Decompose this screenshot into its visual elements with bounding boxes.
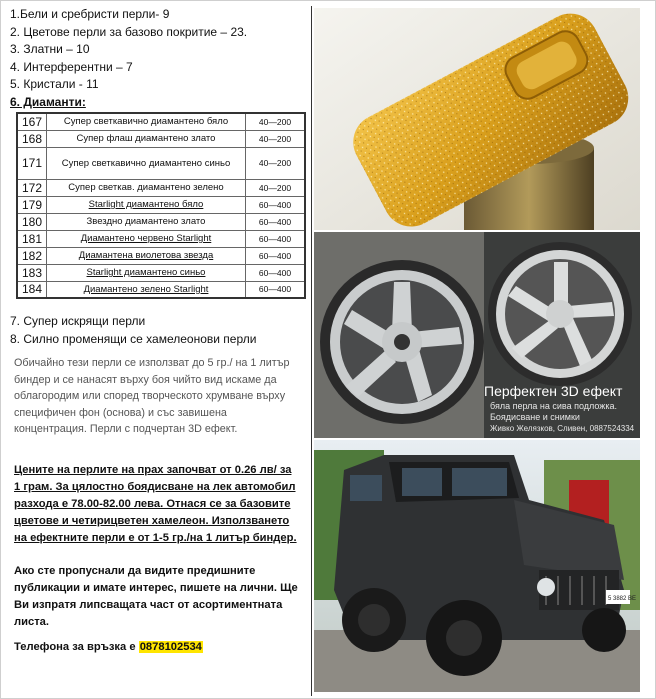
text-column xyxy=(10,6,305,348)
license-plate: 5 3882 BE xyxy=(608,596,637,602)
table-row xyxy=(17,213,305,230)
table-row xyxy=(17,130,305,147)
diamond-name: Диамантено зелено Starlight xyxy=(47,281,246,298)
wheel-caption-title: Перфектен 3D ефект xyxy=(484,383,623,399)
list-item: 5. Кристали - 11 xyxy=(10,77,99,91)
table-row xyxy=(17,179,305,196)
diamond-range: 40—200 xyxy=(246,130,306,147)
wheel-caption-line3: Живко Желязков, Сливен, 0887524334 xyxy=(490,424,635,433)
diamond-name: Супер светкавично диамантено бяло xyxy=(47,113,246,130)
column-divider xyxy=(311,6,312,696)
usage-paragraph: Обичайно тези перли се използват до 5 гр./ на 1 литър биндер и се нанасят върху боя чийто вид искаме да облагородим или според творческото хрумване върху специфичен фон (основа) и със завишена концентрация. Перли с подчертан 3D ефект. xyxy=(14,357,290,435)
diamond-name: Звездно диамантено злато xyxy=(47,213,246,230)
diamond-name: Starlight диамантено синьо xyxy=(47,264,246,281)
list-item: 1.Бели и сребристи перли- 9 xyxy=(10,7,170,21)
wheel-right-icon xyxy=(488,242,632,386)
diamond-name: Супер светкав. диамантено зелено xyxy=(47,179,246,196)
diamond-range: 40—200 xyxy=(246,179,306,196)
diamond-code: 179 xyxy=(17,196,47,213)
diamond-range: 60—400 xyxy=(246,247,306,264)
list-item: 4. Интерферентни – 7 xyxy=(10,59,133,74)
diamond-code: 171 xyxy=(17,147,47,179)
diamond-code: 167 xyxy=(17,113,47,130)
contact-line xyxy=(14,641,203,653)
contact-label: Телефона за връзка е xyxy=(14,641,139,653)
diamond-name: Супер флаш диамантено злато xyxy=(47,130,246,147)
phone-number: 0878102534 xyxy=(139,641,202,653)
table-row xyxy=(17,147,305,179)
diamond-range: 60—400 xyxy=(246,213,306,230)
list-item: 8. Силно променящи се хамелеонови перли xyxy=(10,331,257,346)
diamond-code: 182 xyxy=(17,247,47,264)
diamond-range: 60—400 xyxy=(246,264,306,281)
pearl-category-list xyxy=(10,6,305,111)
diamond-range: 60—400 xyxy=(246,281,306,298)
diamond-name: Starlight диамантено бяло xyxy=(47,196,246,213)
diamond-code: 184 xyxy=(17,281,47,298)
diamond-name: Супер светкавично диамантено синьо xyxy=(47,147,246,179)
diamond-range: 60—400 xyxy=(246,230,306,247)
black-suv-photo xyxy=(314,440,640,692)
extra-categories xyxy=(10,313,305,348)
list-item: 2. Цветове перли за базово покритие – 23. xyxy=(10,24,248,39)
diamond-code: 183 xyxy=(17,264,47,281)
missed-posts-paragraph: Ако сте пропуснали да видите предишните публикации и имате интерес, пишете на лични. Ще Ви изпратя липсващата част от асортиментната листа. xyxy=(14,565,298,628)
wheel-left-icon xyxy=(320,260,484,424)
diamond-range: 60—400 xyxy=(246,196,306,213)
diamond-table xyxy=(16,112,306,299)
table-row xyxy=(17,113,305,130)
table-row xyxy=(17,230,305,247)
table-row xyxy=(17,196,305,213)
table-row xyxy=(17,281,305,298)
diamond-range: 40—200 xyxy=(246,113,306,130)
diamond-name: Диамантена виолетова звезда xyxy=(47,247,246,264)
table-row xyxy=(17,264,305,281)
diamond-code: 180 xyxy=(17,213,47,230)
diamond-code: 181 xyxy=(17,230,47,247)
table-row xyxy=(17,247,305,264)
wheels-photo xyxy=(314,232,640,438)
diamond-name: Диамантено червено Starlight xyxy=(47,230,246,247)
list-item: 7. Супер искрящи перли xyxy=(10,314,146,328)
gold-phone-case-photo xyxy=(314,8,640,230)
list-item: 3. Златни – 10 xyxy=(10,42,90,56)
wheel-caption-line2: Боядисване и снимки xyxy=(490,412,580,422)
diamond-code: 172 xyxy=(17,179,47,196)
list-item-diamonds: 6. Диаманти: xyxy=(10,94,86,109)
price-paragraph: Цените на перлите на прах започват от 0.26 лв/ за 1 грам. За цялостно боядисване на лек автомобил разхода е 78.00-82.00 лева. Отнася се за базовите цветове и четирицветен хамелеон. Използването на ефектните перли е от 1-5 гр./на 1 литър биндер. xyxy=(14,464,297,544)
diamond-range: 40—200 xyxy=(246,147,306,179)
wheel-caption-line1: бяла перла на сива подложка. xyxy=(490,401,617,411)
diamond-code: 168 xyxy=(17,130,47,147)
